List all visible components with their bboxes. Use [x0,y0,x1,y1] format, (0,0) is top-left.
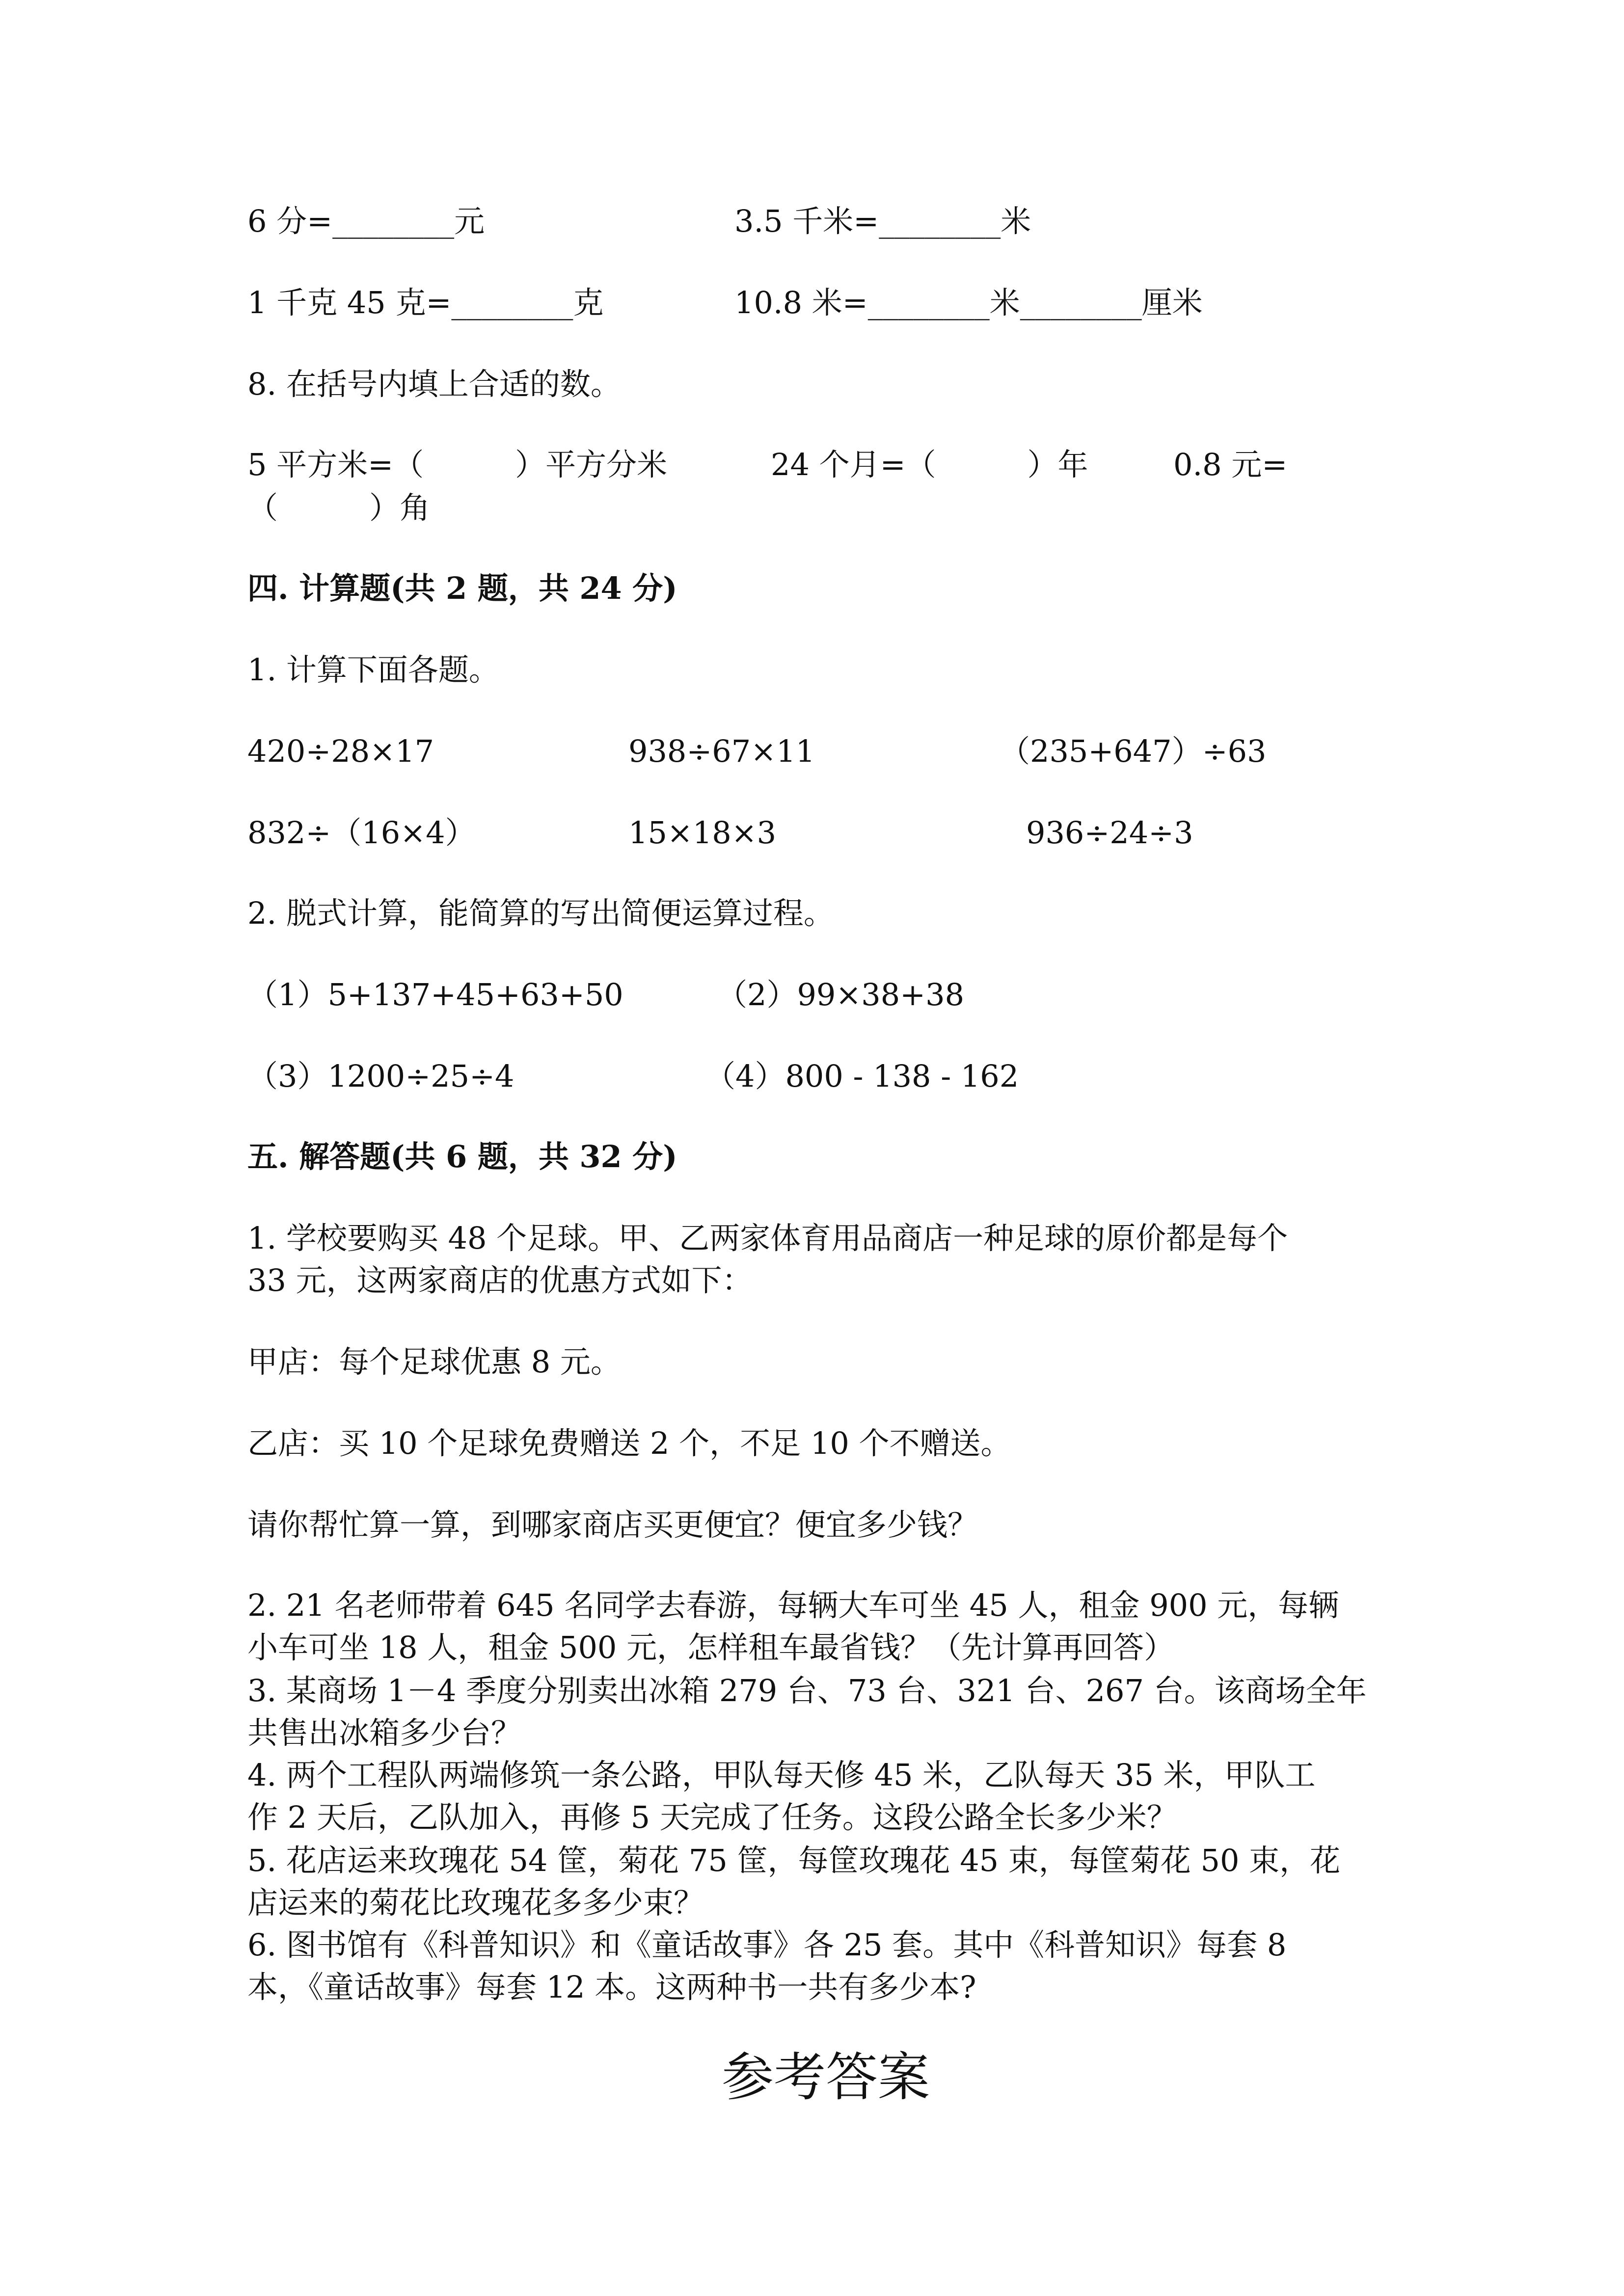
fill-item: 5 平方米=（ ）平方分米 [247,447,668,482]
problem-text: 小车可坐 18 人，租金 500 元，怎样租车最省钱？（先计算再回答） [247,1629,1175,1665]
problem-text: 共售出冰箱多少台？ [247,1715,522,1751]
calc-item: （3）1200÷25÷4 [247,1058,514,1094]
problem-text: 2. 21 名老师带着 645 名同学去春游，每辆大车可坐 45 人，租金 900 元，每辆 [247,1587,1339,1623]
problem-text: 请你帮忙算一算，到哪家商店买更便宜？便宜多少钱？ [247,1507,978,1543]
calc-item: （1）5+137+45+63+50 [247,977,623,1013]
calc-item: 15×18×3 [628,815,777,851]
calc-item: 832÷（16×4） [247,815,476,851]
problem-text: 甲店：每个足球优惠 8 元。 [247,1344,621,1380]
question-title: 8. 在括号内填上合适的数。 [247,366,621,402]
conversion-item: 3.5 千米=________米 [734,203,1031,239]
conversion-item: 10.8 米=________米________厘米 [734,285,1203,320]
calc-item: （235+647）÷63 [1000,733,1267,769]
problem-text: 乙店：买 10 个足球免费赠送 2 个，不足 10 个不赠送。 [247,1425,1011,1461]
problem-text: 33 元，这两家商店的优惠方式如下： [247,1262,753,1298]
question-title: 2. 脱式计算，能简算的写出简便运算过程。 [247,895,834,931]
calc-item: 420÷28×17 [247,733,434,769]
answers-title: 参考答案 [722,2047,930,2108]
problem-text: 5. 花店运来玫瑰花 54 筐，菊花 75 筐，每筐玫瑰花 45 束，每筐菊花 50 束，花 [247,1842,1341,1878]
section-heading: 五. 解答题(共 6 题，共 32 分) [247,1139,677,1175]
problem-text: 作 2 天后，乙队加入，再修 5 天完成了任务。这段公路全长多少米？ [247,1799,1177,1835]
calc-item: （4）800 - 138 - 162 [705,1058,1019,1094]
conversion-item: 1 千克 45 克=________克 [247,285,604,320]
problem-text: 本，《童话故事》每套 12 本。这两种书一共有多少本? [247,1969,976,2005]
fill-item: 24 个月=（ ）年 [771,447,1088,482]
problem-text: 1. 学校要购买 48 个足球。甲、乙两家体育用品商店一种足球的原价都是每个 [247,1220,1288,1256]
question-title: 1. 计算下面各题。 [247,652,499,688]
problem-text: 3. 某商场 1－4 季度分别卖出冰箱 279 台、73 台、321 台、267 台。该商场全年 [247,1673,1367,1709]
conversion-item: 6 分=________元 [247,203,485,239]
calc-item: （2）99×38+38 [717,977,965,1013]
calc-item: 938÷67×11 [628,733,815,769]
problem-text: 店运来的菊花比玫瑰花多多少束？ [247,1885,704,1921]
calc-item: 936÷24÷3 [1026,815,1193,851]
problem-text: 6. 图书馆有《科普知识》和《童话故事》各 25 套。其中《科普知识》每套 8 [247,1927,1287,1963]
fill-item-continued: （ ）角 [247,490,431,526]
problem-text: 4. 两个工程队两端修筑一条公路，甲队每天修 45 米，乙队每天 35 米，甲队工 [247,1757,1316,1793]
section-heading: 四. 计算题(共 2 题，共 24 分) [247,570,677,606]
fill-item: 0.8 元= [1173,447,1288,482]
